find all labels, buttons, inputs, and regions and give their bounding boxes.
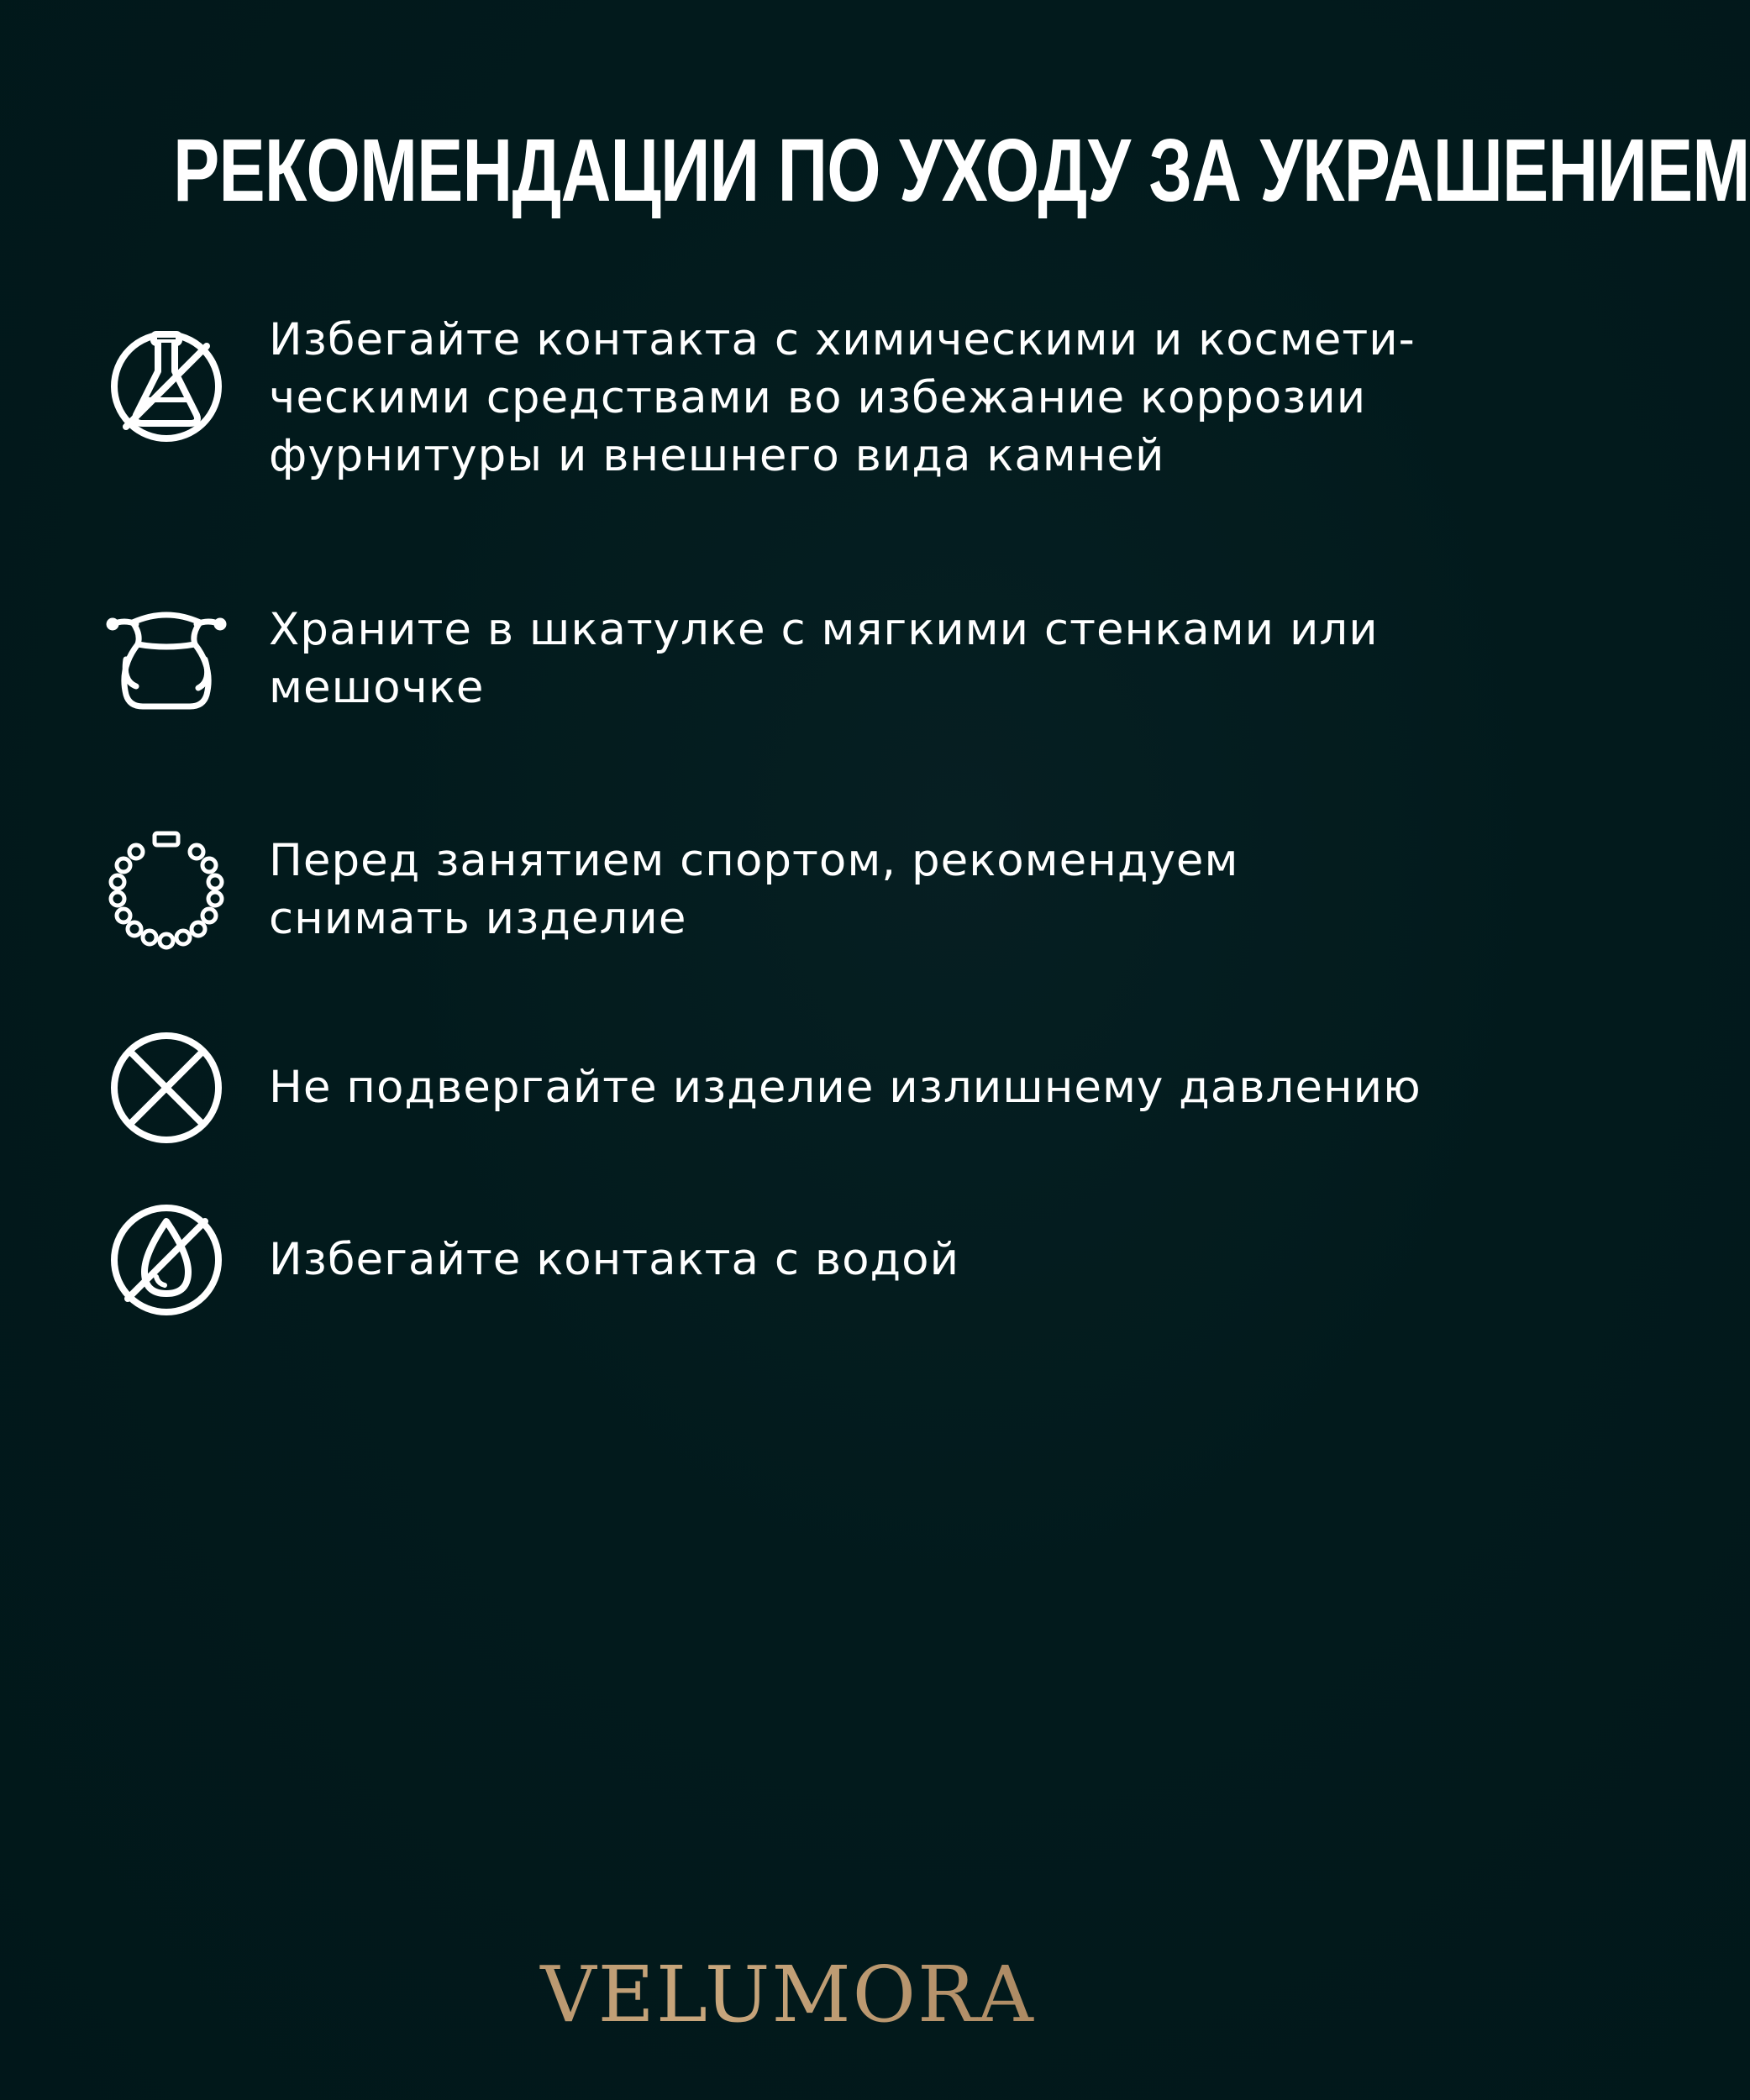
brand-logo: VELUMORA (0, 1949, 1575, 2041)
care-item-water (108, 1201, 1494, 1319)
care-text-chemicals: Избегайте контакта с химическими и космети- ческими средствами во избежание коррозии фурнитуры и внешнего вида камней (269, 314, 1416, 481)
care-item-storage (108, 601, 1494, 727)
care-text-sport: Перед занятием спортом, рекомендуем снимать изделие (269, 835, 1239, 944)
page-title: РЕКОМЕНДАЦИИ ПО УХОДУ ЗА УКРАШЕНИЕМ (173, 121, 1750, 220)
no-pressure-icon (108, 1029, 225, 1147)
no-chemicals-icon (108, 328, 225, 445)
pouch-icon (108, 601, 225, 718)
care-item-sport (108, 832, 1494, 958)
care-text-pressure: Не подвергайте изделие излишнему давлению (269, 1062, 1422, 1113)
care-text-storage: Храните в шкатулке с мягкими стенками или мешочке (269, 604, 1379, 713)
bead-bracelet-icon (108, 832, 225, 949)
care-item-pressure (108, 1029, 1494, 1147)
care-item-chemicals (108, 311, 1494, 487)
no-water-icon (108, 1201, 225, 1319)
care-text-water: Избегайте контакта с водой (269, 1234, 960, 1285)
